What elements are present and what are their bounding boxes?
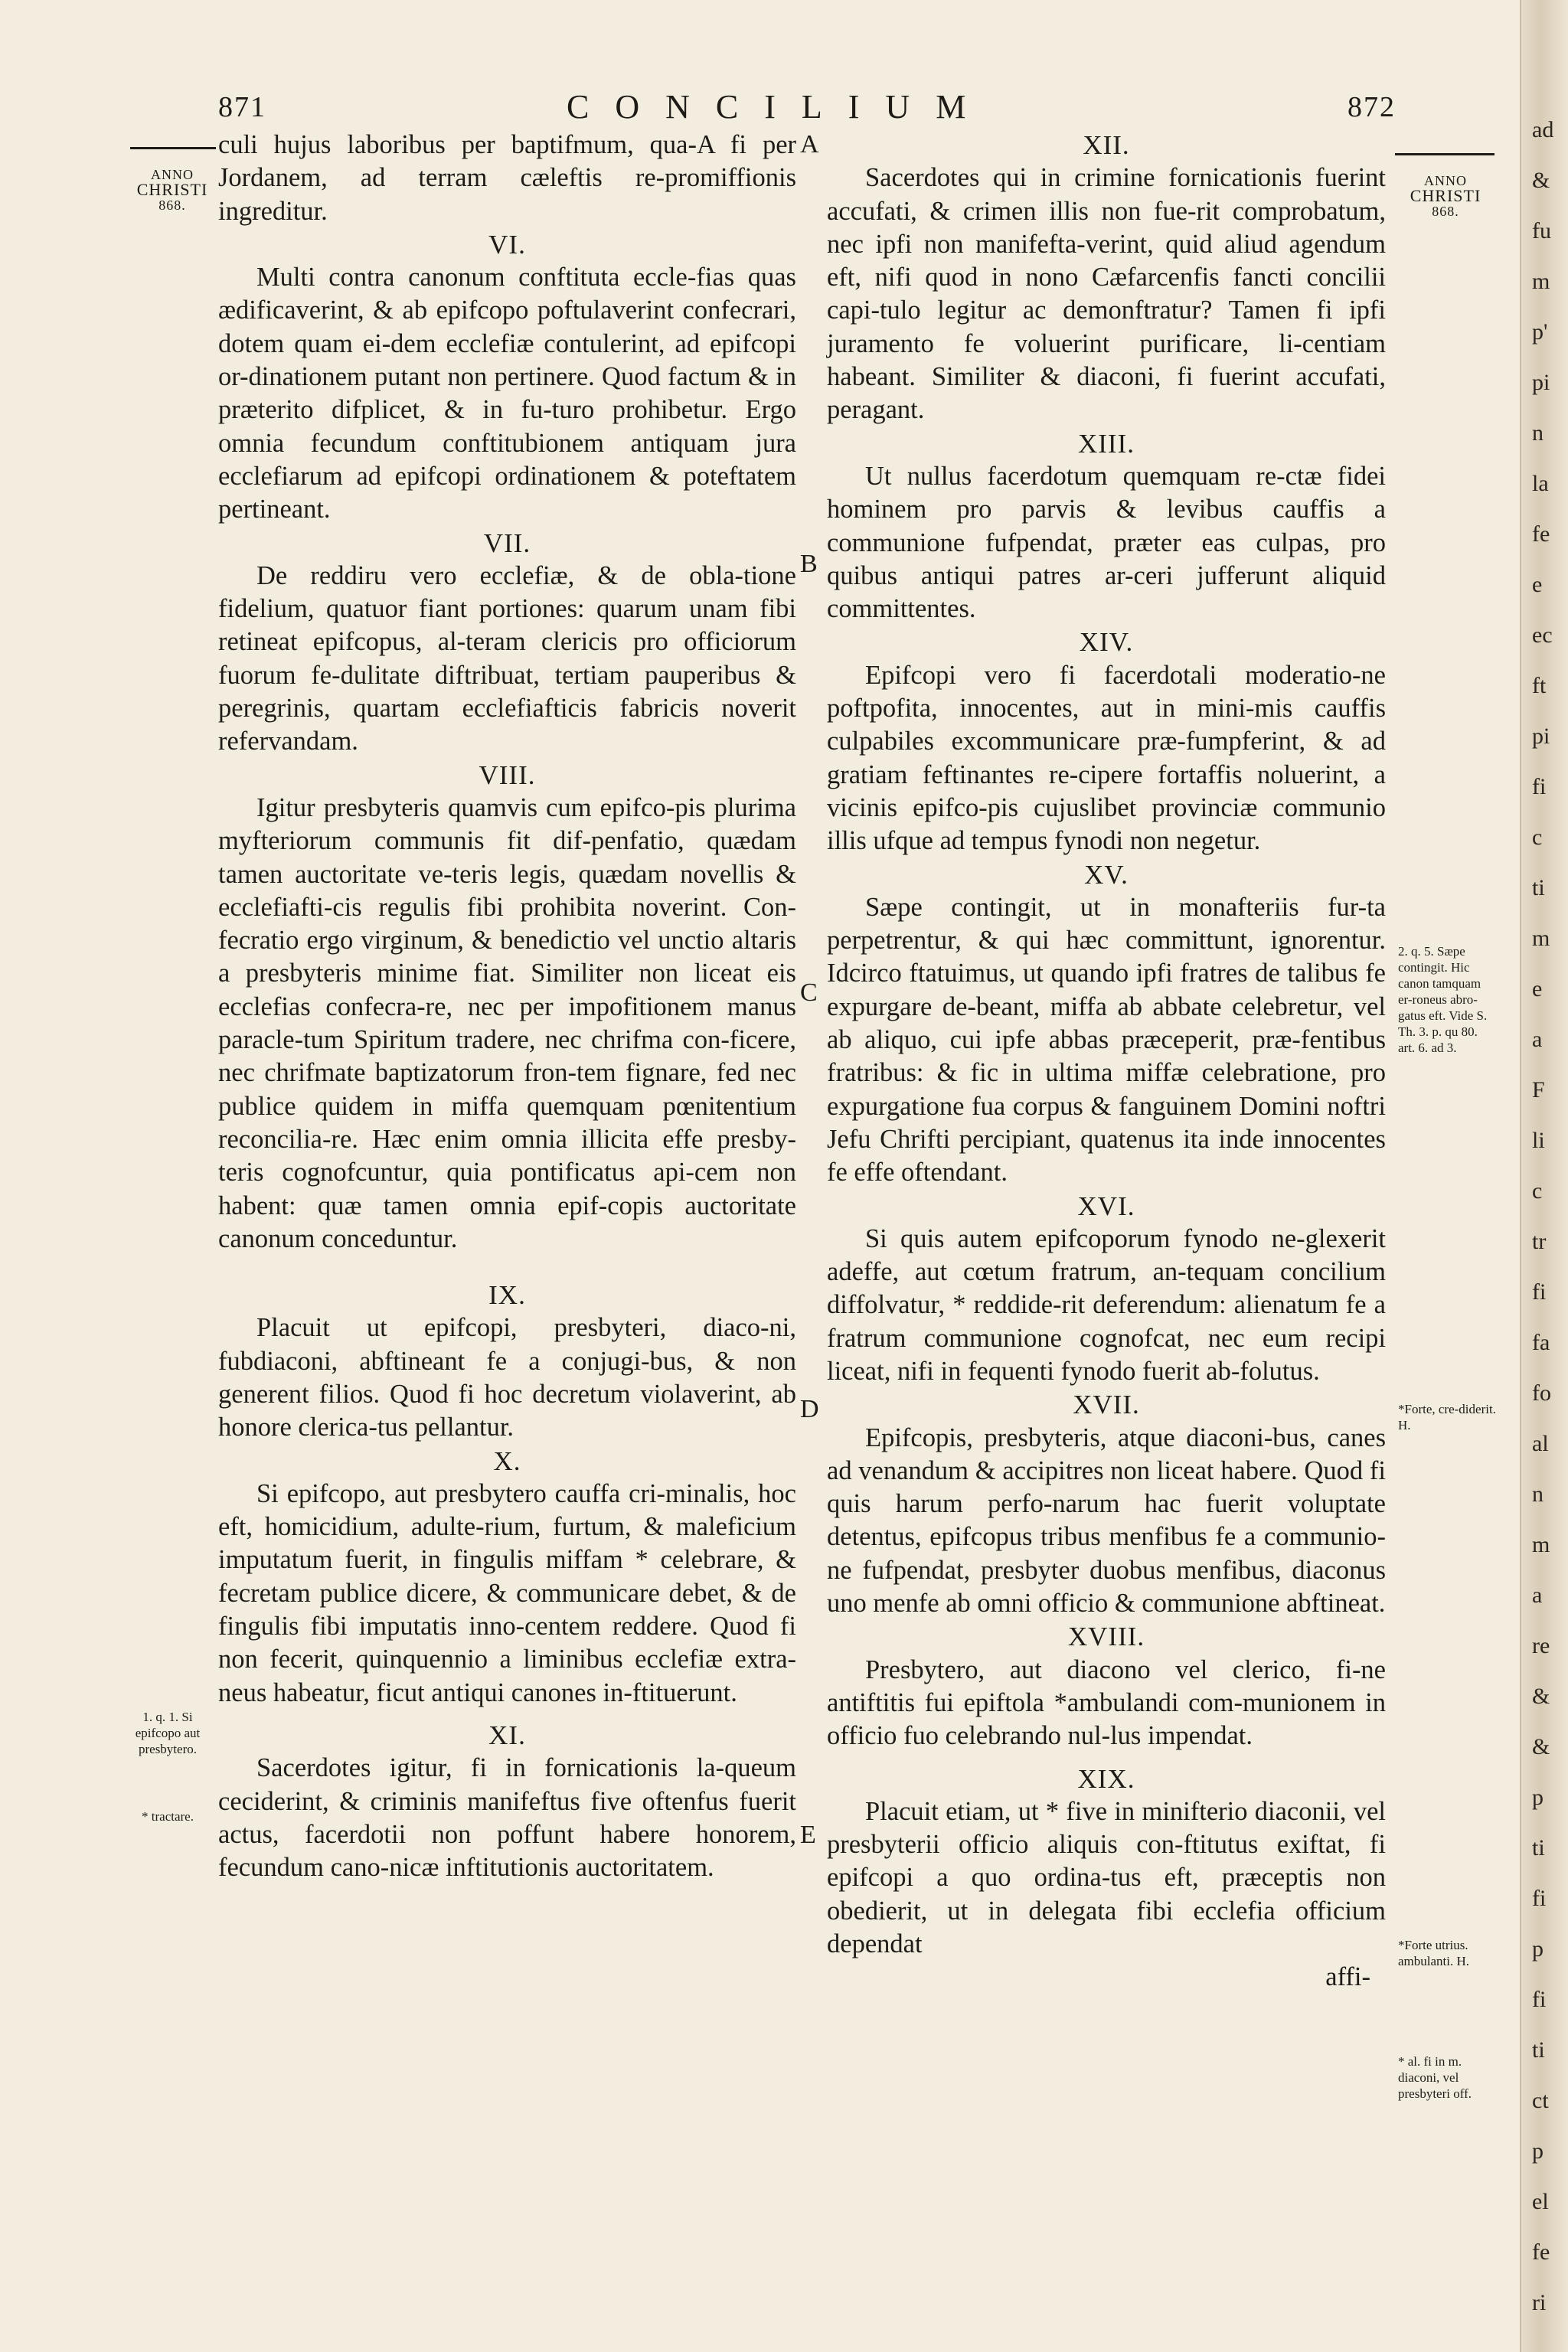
adjacent-page-fragment: a [1532,1027,1543,1052]
opening-paragraph: culi hujus laboribus per baptifmum, qua-A fi per Jordanem, ad terram cæleftis re-promiffionis ingreditur. [218,130,796,226]
margin-note-xv: 2. q. 5. Sæpe contingit. Hic canon tamquam er-roneus abro-gatus eft. Vide S. Th. 3. p. qu 80. art. 6. ad 3. [1398,944,1488,1055]
left-column [218,129,796,1884]
chapter-text [218,1312,796,1444]
margin-note-xix: * al. fi in m. diaconi, vel presbyteri off. [1398,2054,1472,2101]
chapter-number: XVII. [1073,1390,1140,1420]
year-label: 868. [158,198,186,213]
adjacent-page-fragment: n [1532,1481,1544,1507]
chapter-text [827,1422,1386,1621]
running-title: CONCILIUM [567,88,992,126]
chapter-text [827,1223,1386,1388]
adjacent-page-fragment: e [1532,976,1543,1001]
margin-letter-c: C [800,978,818,1007]
adjacent-page-fragment: fi [1532,1279,1547,1305]
chapter-body: Sacerdotes qui in crimine fornicationis fuerint accufati, & crimen illis non fue-rit comprobatum, nec ipfi non manifefta-verint, quid aliud agendum eft, nifi quod in nono Cæfarcenfis fancti concilii capi-tulo legitur ac demonftratur? Tamen fi ipfi juramento fe voluerint purificare, li-centiam habeant. Similiter & diaconi, fi fuerint accufati, peragant. [827,163,1386,425]
adjacent-page-fragment: fa [1532,1330,1550,1355]
adjacent-page-fragment: p [1532,1785,1544,1810]
margin-note-xviii: *Forte utrius. ambulanti. H. [1398,1938,1470,1968]
adjacent-page-fragment: al [1532,1431,1549,1456]
header-dash-right [1395,153,1494,155]
chapter-text [827,891,1386,1190]
chapter-text [218,1752,796,1884]
adjacent-page-fragment: pi [1532,724,1550,749]
chapter-number: X. [493,1446,521,1476]
chapter-text [218,560,796,759]
catchword: affi- [1325,1962,1370,1992]
chapter-text [218,792,796,1256]
anno-christi-left [126,167,218,213]
adjacent-page-fragment: ct [1532,2088,1549,2113]
chapter-number: XVIII. [1067,1622,1145,1652]
adjacent-page-fragment: li [1532,1128,1545,1153]
adjacent-page-fragment: c [1532,825,1543,850]
adjacent-page-fragment: ec [1532,622,1553,648]
adjacent-page-fragment: p [1532,1936,1544,1962]
chapter-body: De reddiru vero ecclefiæ, & de obla-tione fidelium, quatuor fiant portiones: quarum unam fibi retineat epifcopus, al-teram clericis pro officiorum fuorum fe-dulitate diftribuat, tertiam pauperibus & peregrinis, quartam ecclefiafticis fabricis noverit refervandam. [218,560,796,756]
chapter-text [827,460,1386,626]
margin-letter-a: A [800,130,819,158]
adjacent-page-fragment: & [1532,168,1550,193]
adjacent-page-fragment: p [1532,2138,1544,2164]
chapter-body: Epifcopi vero fi facerdotali moderatio-ne poftpofita, innocentes, aut in mini-mis cauffis culpabiles excommunicare præ-fumpferint, & ad gratiam feftinantes re-cipere fortaffis noluerint, a vicinis epifco-pis cujuslibet provinciæ communio illis ufque ad tempus fynodi non negetur. [827,660,1386,856]
chapter-number: XV. [1084,859,1129,890]
chapter-text [827,1795,1386,1961]
christi-label: CHRISTI [1410,186,1481,205]
margin-letter-d: D [800,1395,819,1423]
adjacent-page-fragment: fu [1532,218,1551,243]
chapter-body: Presbytero, aut diacono vel clerico, fi-ne antiftitis fui epiftola *ambulandi com-munionem in officio fuo celebrando nul-lus impendat. [827,1655,1386,1751]
adjacent-page-fragment: fi [1532,1987,1547,2012]
chapter-body: Igitur presbyteris quamvis cum epifco-pis plurima myfteriorum communis fit dif-penfatio, quædam tamen auctoritate ve-teris legis, quædam novellis & ecclefiafti-cis regulis fibi prohibita noverint. Con-fecratio ergo virginum, & benedictio vel unctio altaris a presbyteris minime fiat. Similiter non liceat eis ecclefias confecra-re, nec per impofitionem manus paracle-tum Spiritum tradere, nec chrifma con-ficere, nec chrifmate baptizatorum fron-tem fignare, fed nec publice quidem in miffa quemquam pœnitentium reconcilia-re. Hæc enim omnia illicita effe presby-teris cognofcuntur, quia pontificatus api-cem non habent: quæ tamen omnia epif-copis auctoritate canonum conceduntur. [218,792,796,1253]
margin-note-tractare: * tractare. [142,1809,194,1824]
chapter-text [827,659,1386,858]
adjacent-page-fragment: pi [1532,370,1550,395]
chapter-number: VII. [483,528,531,558]
adjacent-page-fragment: m [1532,926,1550,951]
adjacent-page-fragment: fi [1532,1886,1547,1911]
adjacent-page-fragment: ft [1532,673,1547,698]
adjacent-page-edge [1520,0,1568,2352]
chapter-body: Sacerdotes igitur, fi in fornicationis la-queum ceciderint, & criminis manifeftus five oftenfus fuerit actus, facerdotii non poffunt habere honorem, fecundum cano-nicæ inftitutionis auctoritatem. [218,1753,796,1883]
right-column [827,129,1386,1994]
chapter-text [827,1654,1386,1753]
anno-label: ANNO [151,167,194,182]
chapter-number: XI. [488,1720,526,1750]
header-dash-left [130,147,216,149]
chapter-number: XVI. [1077,1191,1135,1221]
chapter-number: XIV. [1079,627,1134,658]
adjacent-page-fragment: el [1532,2189,1549,2214]
chapter-number: VI. [488,229,526,260]
adjacent-page-fragment: F [1532,1077,1545,1102]
adjacent-page-text [1532,115,1566,2335]
chapter-body: Sæpe contingit, ut in monafteriis fur-ta perpetrentur, & qui hæc committunt, ignorentur. Idcirco ftatuimus, ut quando ipfi fratres de talibus fe expurgare de-beant, miffa ab abbate celebretur, vel ab aliquo, cui ipfe abbas præceperit, præ-fentibus fratribus: & fic in ultima miffæ celebratione, pro expurgatione fua corpus & fanguinem Domini noftri Jefu Chrifti percipiant, quatenus ita inde innocentes fe effe oftendant. [827,892,1386,1187]
left-page-number: 871 [218,91,266,123]
chapter-number: VIII. [479,760,536,790]
chapter-text [218,261,796,526]
adjacent-page-fragment: fe [1532,2239,1550,2265]
chapter-body: Si quis autem epifcoporum fynodo ne-glexerit adeffe, aut cœtum fratrum, an-tequam concilium diffolvatur, * reddide-rit deferendum: alienatum fe a fratrum communione cognofcat, nec eum recipi liceat, nifi in fequenti fynodo fuerit ab-folutus. [827,1223,1386,1386]
adjacent-page-fragment: ri [1532,2290,1547,2315]
adjacent-page-fragment: fo [1532,1380,1551,1406]
adjacent-page-fragment: p' [1532,319,1548,345]
adjacent-page-fragment: ad [1532,117,1554,142]
adjacent-page-fragment: m [1532,269,1550,294]
chapter-number: XII. [1083,130,1130,160]
margin-letter-b: B [800,550,818,578]
chapter-body: Si epifcopo, aut presbytero cauffa cri-minalis, hoc eft, homicidium, adulte-rium, furtum, & maleficium imputatum fuerit, in fingulis miffam * celebrare, & fecretam publice dicere, & communicare debet, & de fingulis fibi imputatis inno-centem reddere. Quod fi non fecerit, quinquennio a liminibus ecclefiæ extra-neus habeatur, ficut antiqui canones in-ftituerunt. [218,1478,796,1707]
margin-note-x: 1. q. 1. Si epifcopo aut presbytero. [135,1710,201,1756]
chapter-number: XIX. [1077,1763,1135,1794]
year-label: 868. [1432,204,1459,219]
adjacent-page-fragment: tr [1532,1229,1547,1254]
right-page-number: 872 [1348,91,1396,123]
adjacent-page-fragment: ti [1532,2037,1545,2063]
chapter-body: Multi contra canonum conftituta eccle-fias quas ædificaverint, & ab epifcopo poftulaverint confecrari, dotem quam ei-dem ecclefiæ contulerint, ad epifcopi or-dinationem putant non pertinere. Quod factum & in præterito difplicet, & in fu-turo prohibetur. Ergo omnia fecundum conftitubionem antiquam jura ecclefiarum ad epifcopi ordinationem & poteftatem pertineant. [218,263,796,524]
chapter-text [827,162,1386,426]
adjacent-page-fragment: c [1532,1178,1543,1204]
anno-label: ANNO [1424,173,1467,188]
adjacent-page-fragment: a [1532,1583,1543,1608]
adjacent-page-fragment: fi [1532,774,1547,799]
chapter-number: XIII. [1078,428,1135,459]
adjacent-page-fragment: re [1532,1633,1550,1658]
chapter-body: Ut nullus facerdotum quemquam re-ctæ fidei hominem pro parvis & levibus cauffis a communione fufpendat, præter eas culpas, pro quibus antiqui patres ar-ceri jufferunt aliquid committentes. [827,461,1386,624]
adjacent-page-fragment: fe [1532,521,1550,547]
anno-christi-right [1400,173,1491,219]
chapter-body: Placuit ut epifcopi, presbyteri, diaco-ni, fubdiaconi, abftineant fe a conjugi-bus, & non generent filios. Quod fi hoc decretum violaverint, ab honore clerica-tus pellantur. [218,1313,796,1442]
margin-letter-e: E [800,1821,816,1849]
adjacent-page-fragment: & [1532,1734,1550,1759]
chapter-body: Epifcopis, presbyteris, atque diaconi-bus, canes ad venandum & accipitres non liceat habere. Quod fi quis harum perfo-narum hac fuerit voluptate detentus, epifcopus tribus menfibus fe a communio-ne fufpendat, presbyter duobus menfibus, diaconus uno menfe ab omni officio & communione abftineat. [827,1423,1386,1619]
adjacent-page-fragment: & [1532,1684,1550,1709]
adjacent-page-fragment: n [1532,420,1544,446]
christi-label: CHRISTI [136,180,208,199]
chapter-body: Placuit etiam, ut * five in minifterio diaconii, vel presbyterii officio aliquis con-ftitutus exiftat, fi epifcopi a quo ordina-tus eft, præceptis non obedierit, ut in delegata fibi ecclefia officium dependat [827,1796,1386,1959]
adjacent-page-fragment: la [1532,471,1549,496]
chapter-number: IX. [488,1280,526,1311]
chapter-text [218,1478,796,1710]
adjacent-page-fragment: ti [1532,1835,1545,1860]
margin-note-xvi: *Forte, cre-diderit. H. [1398,1402,1496,1432]
adjacent-page-fragment: e [1532,572,1543,597]
adjacent-page-fragment: m [1532,1532,1550,1557]
adjacent-page-fragment: ti [1532,875,1545,900]
